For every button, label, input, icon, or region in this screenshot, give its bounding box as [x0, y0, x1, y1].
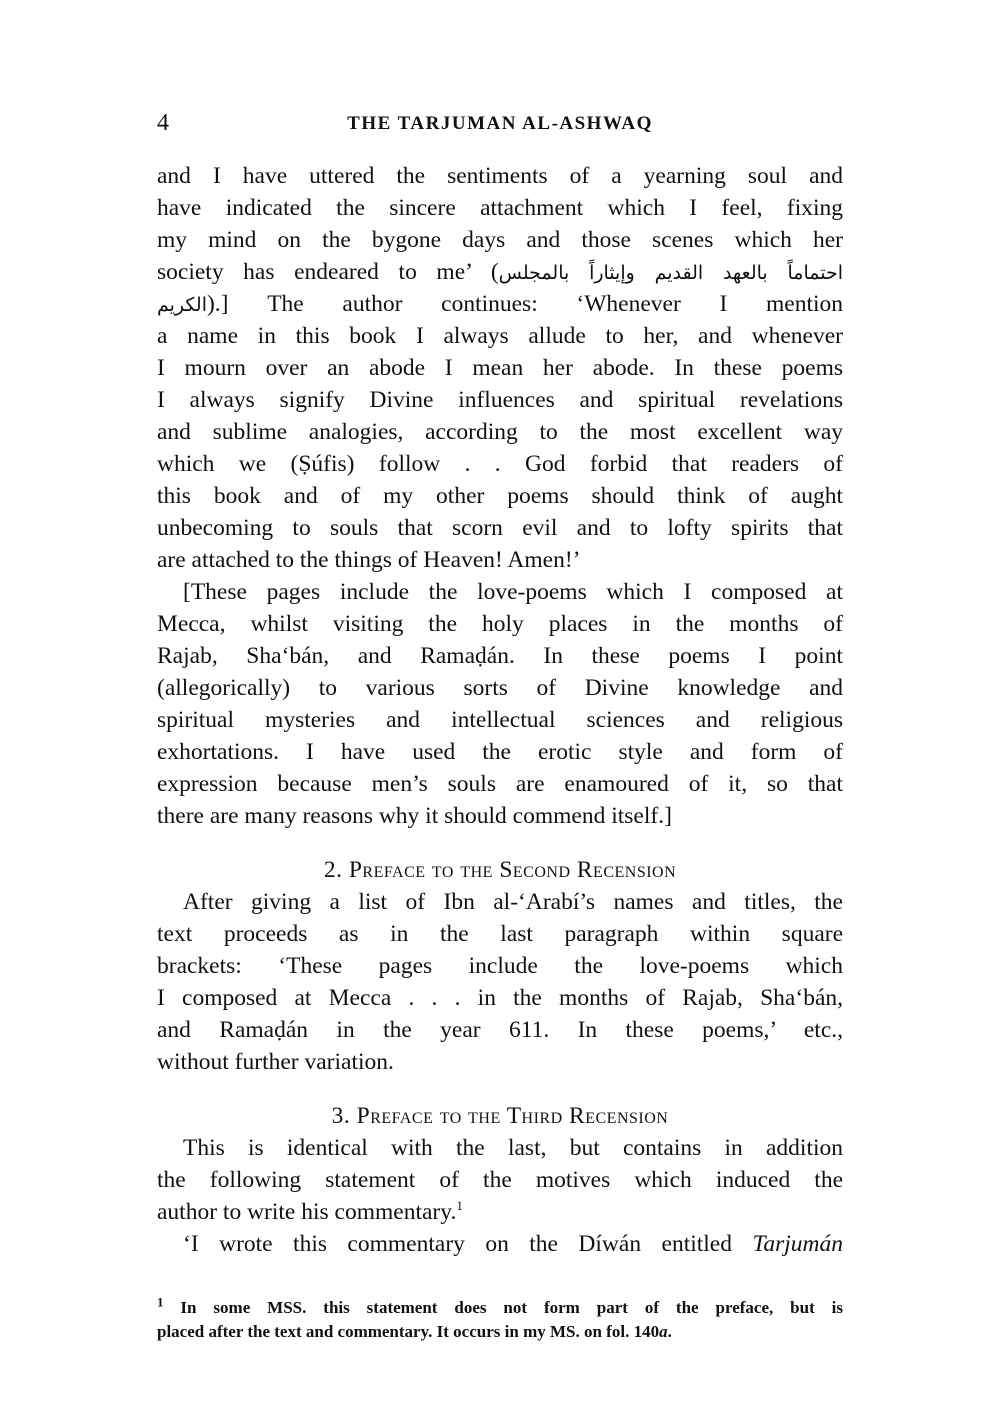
text-line: This is identical with the last, but contains in addition	[183, 1135, 843, 1161]
text-span: ‘I wrote this commentary on the Díwán entitled	[183, 1231, 732, 1257]
text-line: exhortations. I have used the erotic style and form of	[157, 739, 843, 765]
text-line: brackets: ‘These pages include the love-poems which	[157, 953, 843, 979]
footnote-reference: 1	[456, 1198, 463, 1214]
section-paragraph	[157, 1132, 843, 1260]
running-title: THE TARJUMAN AL-ASHWAQ	[347, 113, 653, 134]
text-line: and sublime analogies, according to the most excellent way	[157, 419, 843, 445]
footnote-line	[157, 1296, 843, 1320]
text-line: I mourn over an abode I mean her abode. In these poems	[157, 355, 843, 381]
footnote	[157, 1296, 843, 1344]
text-line: which we (Ṣúfis) follow . . God forbid that readers of	[157, 451, 843, 477]
text-line	[157, 1196, 843, 1228]
spacer	[157, 1078, 843, 1100]
arabic-quotation-end: الكريم	[157, 294, 207, 316]
footnote-text: In some MSS. this statement does not form part of the preface, but is	[180, 1298, 843, 1317]
text-line: have indicated the sincere attachment which I feel, fixing	[157, 195, 843, 221]
section-heading-third-recension: 3. Preface to the Third Recension	[331, 1103, 669, 1129]
arabic-quotation: احتماماً بالعهد القديم وإيثاراً بالمجلس	[498, 262, 843, 284]
page-number: 4	[157, 110, 169, 136]
text-line: are attached to the things of Heaven! Amen!’	[157, 547, 581, 573]
text-line: my mind on the bygone days and those scenes which her	[157, 227, 843, 253]
section-paragraph	[157, 886, 843, 1078]
text-line: there are many reasons why it should commend itself.]	[157, 803, 672, 829]
paragraph-continued	[157, 160, 843, 576]
text-line	[157, 288, 843, 320]
page-body	[157, 160, 843, 1260]
footnote-line	[157, 1320, 843, 1344]
text-span: ).] The author continues: ‘Whenever I mention	[206, 291, 843, 317]
text-line: I composed at Mecca . . . in the months of Rajab, Sha‘bán,	[157, 985, 843, 1011]
spacer	[157, 832, 843, 854]
text-line: and Ramaḍán in the year 611. In these poems,’ etc.,	[157, 1017, 843, 1043]
text-line: a name in this book I always allude to her, and whenever	[157, 323, 843, 349]
italic-title: Tarjumán	[752, 1231, 844, 1257]
text-line: I always signify Divine influences and spiritual revelations	[157, 387, 843, 413]
text-line: Mecca, whilst visiting the holy places in the months of	[157, 611, 843, 637]
footnote-italic: a	[659, 1322, 668, 1341]
text-span: author to write his commentary.	[157, 1199, 457, 1225]
text-line	[157, 1228, 843, 1260]
text-line: the following statement of the motives which induced the	[157, 1167, 843, 1193]
text-line: [These pages include the love-poems which I composed at	[183, 579, 843, 605]
footnote-marker: 1	[157, 1294, 164, 1310]
text-line: and I have uttered the sentiments of a yearning soul and	[157, 163, 843, 189]
text-line: Rajab, Sha‘bán, and Ramaḍán. In these poems I point	[157, 643, 843, 669]
footnote-text: placed after the text and commentary. It occurs in my MS. on fol. 140	[157, 1322, 660, 1341]
footnote-text: .	[667, 1322, 672, 1341]
text-line: text proceeds as in the last paragraph within square	[157, 921, 843, 947]
text-line	[157, 256, 843, 288]
text-line: this book and of my other poems should think of aught	[157, 483, 843, 509]
section-heading-second-recension: 2. Preface to the Second Recension	[323, 857, 677, 883]
text-line: (allegorically) to various sorts of Divine knowledge and	[157, 675, 843, 701]
text-line: unbecoming to souls that scorn evil and to lofty spirits that	[157, 515, 843, 541]
text-line: without further variation.	[157, 1049, 394, 1075]
page-header	[157, 110, 843, 140]
text-span: society has endeared to me’ (	[157, 259, 499, 285]
text-line: spiritual mysteries and intellectual sciences and religious	[157, 707, 843, 733]
bracketed-paragraph	[157, 576, 843, 832]
text-line: expression because men’s souls are enamoured of it, so that	[157, 771, 843, 797]
text-line: After giving a list of Ibn al-‘Arabí’s names and titles, the	[183, 889, 843, 915]
